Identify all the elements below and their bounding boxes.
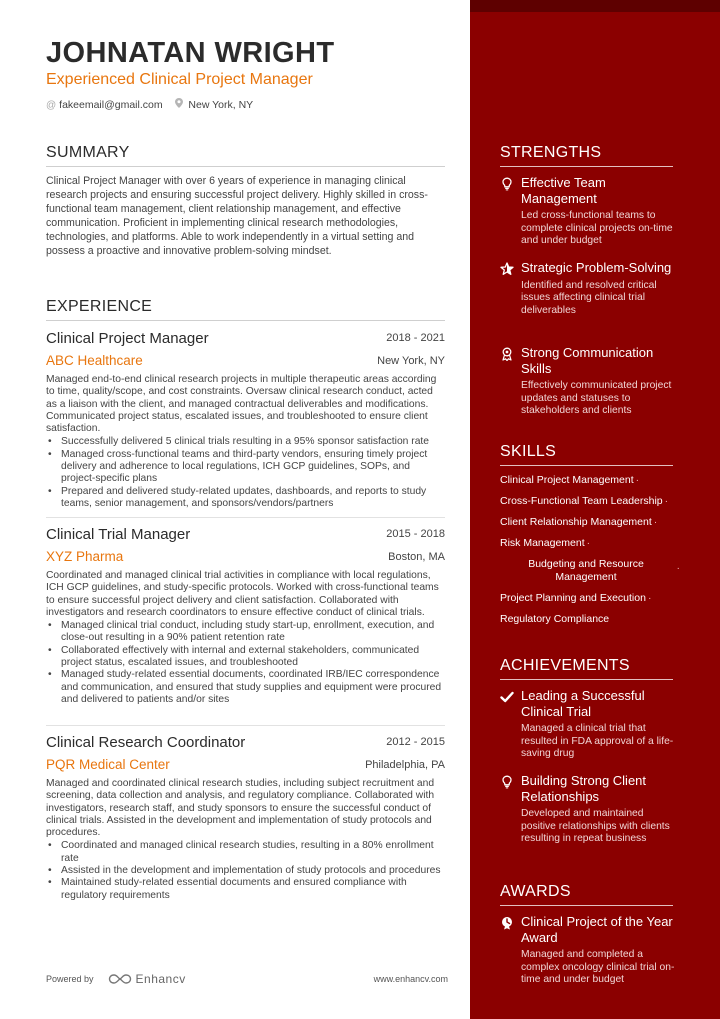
- job-bullets: [46, 840, 445, 901]
- strength-heading: Strategic Problem-Solving: [521, 260, 672, 275]
- job-location: Philadelphia, PA: [365, 759, 445, 771]
- skill-item: Project Planning and Execution ·: [500, 592, 652, 604]
- trophy-icon: [500, 916, 514, 930]
- skill-item: Cross-Functional Team Leadership ·: [500, 495, 669, 507]
- checkmark-icon: [500, 690, 514, 704]
- achievement-heading: Building Strong Client Relationships: [521, 773, 647, 804]
- experience-divider: [46, 320, 445, 321]
- job-company: XYZ Pharma: [46, 549, 124, 564]
- strength-description: Led cross-functional teams to complete clinical projects on-time and under budget: [521, 210, 673, 246]
- lightbulb-icon: [500, 177, 514, 191]
- job-bullet: • Assisted in the development and implementation of study protocols and procedures: [46, 865, 445, 877]
- strength-item: [500, 175, 680, 248]
- awards-heading: AWARDS: [500, 883, 571, 900]
- job-bullets: [46, 620, 445, 706]
- at-icon: @: [46, 99, 57, 111]
- strength-heading: Strong Communication Skills: [521, 345, 654, 376]
- sidebar-top-bar: [470, 0, 720, 12]
- summary-text: Clinical Project Manager with over 6 years of experience in managing clinical research projects and ensuring successful project delivery. Highly skilled in cross-functional team management, client relationship management, and effective communication. Proficient in implementing clinical research methodologies, technologies, and platforms. Able to work independently in a virtual setting and possess a proactive and innovative problem-solving mindset.: [46, 175, 428, 257]
- job-entry: [46, 330, 445, 510]
- job-company: PQR Medical Center: [46, 757, 170, 772]
- skills-heading: SKILLS: [500, 443, 557, 460]
- achievement-heading: Leading a Successful Clinical Trial: [521, 688, 645, 719]
- job-entry: [46, 734, 445, 902]
- achievement-item: [500, 688, 680, 761]
- job-bullet: • Coordinated and managed clinical research studies, resulting in a 80% enrollment rate: [46, 840, 445, 865]
- job-divider: [46, 517, 445, 518]
- location-item: [175, 98, 254, 111]
- job-bullet: • Managed study-related essential documents, coordinated IRB/IEC correspondence and communication, and ensured that study supplies and equipment were procured and delivered to patients and/or sites: [46, 669, 445, 706]
- star-icon: [500, 262, 514, 276]
- achievement-description: Developed and maintained positive relationships with clients resulting in repeat business: [521, 808, 670, 844]
- enhancv-logo[interactable]: [108, 972, 186, 986]
- skill-item: Clinical Project Management ·: [500, 474, 640, 486]
- job-divider: [46, 725, 445, 726]
- job-title: Clinical Trial Manager: [46, 526, 191, 543]
- job-dates: 2018 - 2021: [386, 332, 445, 344]
- experience-heading: EXPERIENCE: [46, 298, 153, 315]
- strength-description: Identified and resolved critical issues affecting clinical trial deliverables: [521, 279, 657, 316]
- skills-list: [500, 474, 685, 634]
- skill-item: Client Relationship Management ·: [500, 516, 658, 528]
- job-bullets: [46, 436, 445, 510]
- achievement-description: Managed a clinical trial that resulted in FDA approval of a life-saving drug: [521, 723, 674, 759]
- job-entry: [46, 526, 445, 706]
- skills-divider: [500, 465, 673, 466]
- job-description: Managed and coordinated clinical research studies, including subject recruitment and screening, data collection and analysis, and regulatory compliance. Collaborated with investigators, research staff, and study sponsors to ensure the successful conduct of clinical trials. Assisted in the development and implementation of study protocols and procedures.: [46, 778, 435, 839]
- skill-item: Regulatory Compliance: [500, 613, 610, 625]
- medal-icon: [500, 347, 514, 361]
- job-bullet: • Managed clinical trial conduct, including study start-up, enrollment, execution, and close-out resulting in a 90% patient retention rate: [46, 620, 445, 645]
- sidebar: [470, 0, 720, 1019]
- job-description: Managed end-to-end clinical research projects in multiple therapeutic areas according to time, quality/scope, and cost constraints. Oversaw clinical research conduct, acted as a liaison with the client, and managed contractual deliverables and modifications. Communicated project status, escalated issues, and troubleshooted to ensure client satisfaction.: [46, 374, 437, 435]
- strength-heading: Effective Team Management: [521, 175, 606, 206]
- summary-heading: SUMMARY: [46, 144, 130, 161]
- job-bullet: • Collaborated effectively with internal and external stakeholders, communicated project status, escalated issues, and troubleshooted: [46, 645, 445, 670]
- award-item: [500, 914, 680, 987]
- strength-item: [500, 345, 680, 418]
- strength-description: Effectively communicated project updates and statuses to stakeholders and clients: [521, 380, 672, 416]
- awards-divider: [500, 905, 673, 906]
- job-title: Clinical Project Manager: [46, 330, 209, 347]
- job-description: Coordinated and managed clinical trial activities in compliance with local regulations, ICH GCP guidelines, and study-specific protocols. Worked with cross-functional teams to ensure successful project delivery and client satisfaction. Collaborated with investigators and research coordinators to ensure effective conduct of clinical trials.: [46, 570, 439, 618]
- skill-item: Risk Management ·: [500, 537, 591, 549]
- job-company: ABC Healthcare: [46, 353, 143, 368]
- candidate-title: Experienced Clinical Project Manager: [46, 71, 313, 88]
- job-dates: 2015 - 2018: [386, 528, 445, 540]
- achievements-heading: ACHIEVEMENTS: [500, 657, 630, 674]
- job-bullet: • Managed cross-functional teams and third-party vendors, ensuring timely project delivery and adherence to local regulations, ICH GCP guidelines, SOPs, and project-specific plans: [46, 449, 445, 486]
- email-text: fakeemail@gmail.com: [59, 98, 163, 111]
- brand-name: Enhancv: [135, 972, 186, 986]
- infinity-icon: [108, 973, 132, 985]
- candidate-name: JOHNATAN WRIGHT: [46, 37, 335, 69]
- award-heading: Clinical Project of the Year Award: [521, 914, 673, 945]
- achievements-divider: [500, 679, 673, 680]
- award-description: Managed and completed a complex oncology clinical trial on-time and under budget: [521, 949, 675, 985]
- achievement-item: [500, 773, 680, 846]
- contact-row: [46, 98, 253, 111]
- job-dates: 2012 - 2015: [386, 736, 445, 748]
- email-item[interactable]: [46, 99, 163, 111]
- strengths-divider: [500, 166, 673, 167]
- footer: [46, 972, 448, 986]
- job-location: Boston, MA: [388, 551, 445, 563]
- job-title: Clinical Research Coordinator: [46, 734, 246, 751]
- job-bullet: • Maintained study-related essential documents and ensured compliance with regulatory requirements: [46, 877, 445, 902]
- lightbulb-icon: [500, 775, 514, 789]
- skill-item: Budgeting and Resource Management ·: [528, 558, 680, 583]
- location-pin-icon: [175, 100, 186, 111]
- location-text: New York, NY: [188, 99, 254, 111]
- job-bullet: • Successfully delivered 5 clinical trials resulting in a 95% sponsor satisfaction rate: [46, 436, 445, 448]
- job-bullet: • Prepared and delivered study-related updates, dashboards, and reports to study teams, senior management, and sponsors/vendors/partners: [46, 486, 445, 511]
- powered-by-text: Powered by: [46, 974, 94, 984]
- summary-divider: [46, 166, 445, 167]
- job-location: New York, NY: [377, 355, 445, 367]
- strengths-heading: STRENGTHS: [500, 144, 602, 161]
- strength-item: [500, 260, 680, 317]
- footer-site-link[interactable]: www.enhancv.com: [373, 974, 448, 984]
